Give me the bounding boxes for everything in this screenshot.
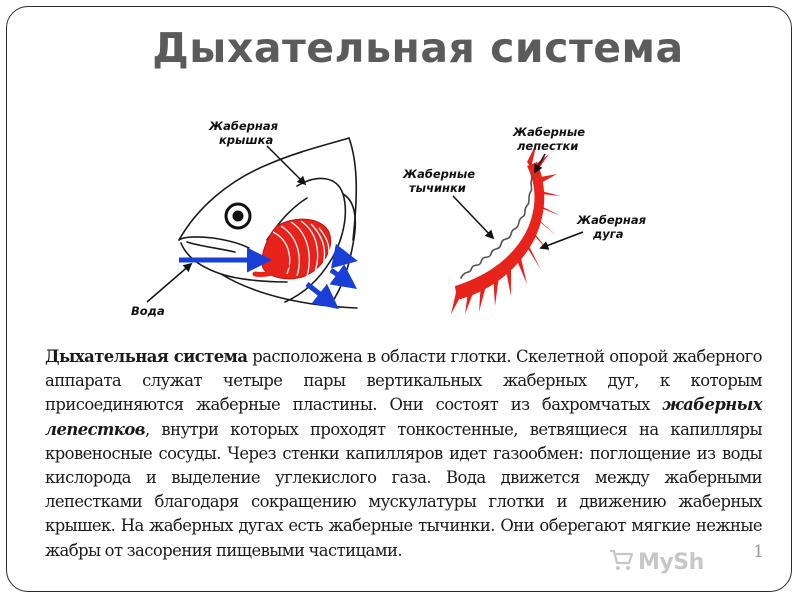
- water-arrow-out-3: [307, 284, 335, 306]
- label-gill-filaments: Жаберные лепестки: [513, 125, 586, 153]
- watermark: [608, 548, 704, 576]
- fish-eye: [226, 204, 250, 228]
- body-text: [45, 345, 762, 563]
- pointer-water: [147, 264, 191, 302]
- watermark-text: MySh: [638, 549, 704, 575]
- label-gill-arch: Жаберная дуга: [577, 213, 646, 241]
- gill-diagram-svg: [117, 90, 661, 338]
- slide-title: Дыхательная система: [152, 24, 684, 72]
- label-gill-rakers: Жаберные тычинки: [403, 167, 476, 195]
- fish-gill-mass: [262, 219, 331, 279]
- shop-cart-icon: [608, 548, 634, 576]
- body-text-part-1: расположена в области глотки. Скелетной опорой жаберного аппарата служат четыре пары вертикальных жаберных дуг, к которым присоединяются жаберные пластины. Они состоят из бахромчатых: [45, 347, 762, 415]
- label-gill-cover: Жаберная крышка: [209, 119, 278, 147]
- pointer-gill-arch: [541, 232, 583, 248]
- fish-mouth: [187, 242, 235, 252]
- body-text-emphasis: жаберных лепестков: [45, 395, 762, 439]
- label-water: Вода: [131, 304, 165, 318]
- pointer-gill-rakers: [453, 196, 493, 238]
- page-number: 1: [753, 542, 764, 562]
- pointer-gill-cover: [267, 146, 305, 184]
- fish-gills: [255, 219, 331, 279]
- fish-body-line: [349, 138, 356, 240]
- gill-diagram: [117, 90, 661, 338]
- body-text-part-2: , внутри которых проходят тонкостенные, ветвящиеся на капилляры кровеносные сосуды. Через стенки капилляров идет газообмен: поглощение из воды кислорода и выделение углекислого газа. Вода движется между жаберными лепестками благодаря сокращению мускулатуры глотки и движению жаберных крышек. На жаберных дугах есть жаберные тычинки. Они оберегают мягкие нежные жабры от засорения пищевыми частицами.: [45, 419, 762, 560]
- body-text-term: Дыхательная система: [45, 347, 248, 366]
- fish-head: [179, 138, 357, 308]
